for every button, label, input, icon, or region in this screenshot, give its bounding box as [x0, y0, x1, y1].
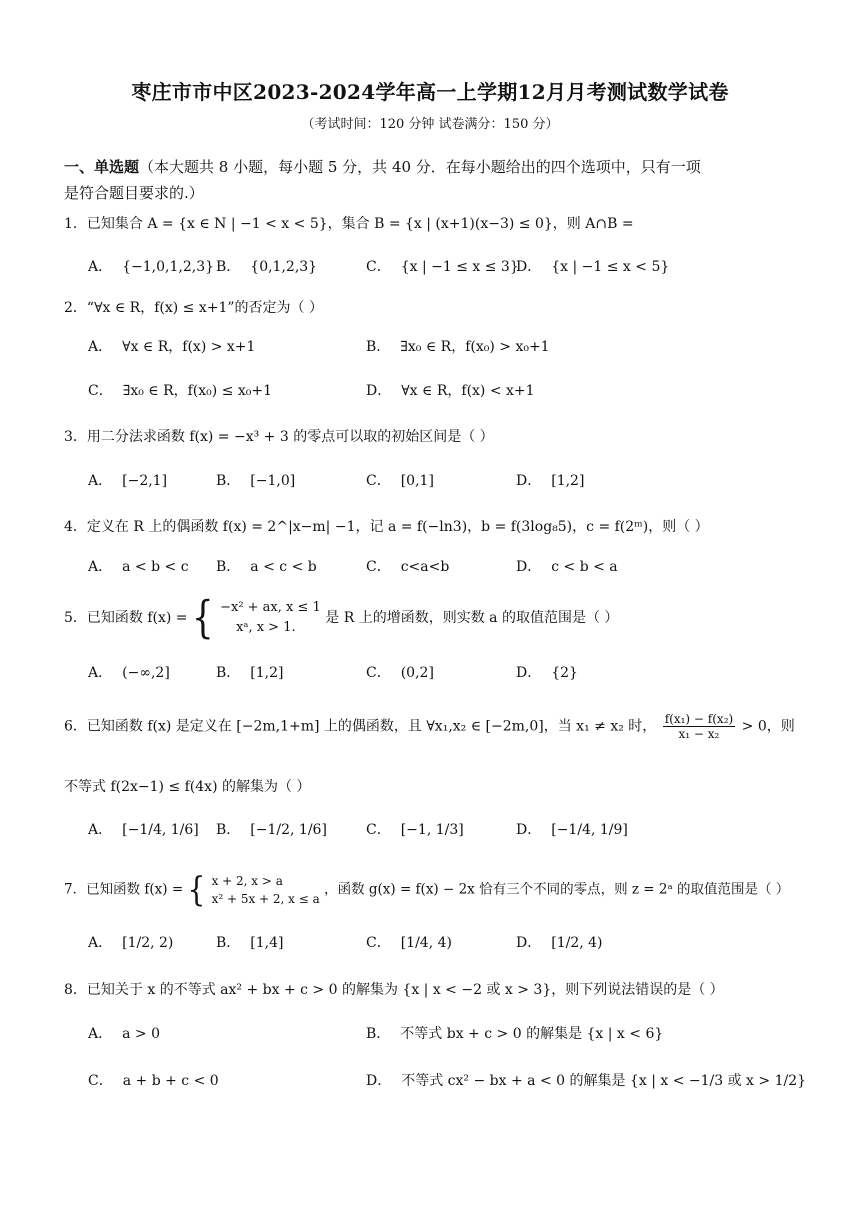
question-3-option-d[interactable] [516, 471, 584, 491]
option-text: 不等式 bx + c > 0 的解集是 {x | x < 6} [400, 1026, 664, 1042]
left-brace-icon: { [187, 869, 206, 910]
question-1-option-a[interactable] [88, 257, 214, 277]
question-1-option-b[interactable] [216, 257, 317, 277]
option-text: [−1/4, 1/9] [551, 822, 628, 838]
option-label: D． [516, 665, 542, 681]
question-5-option-d[interactable] [516, 663, 578, 683]
option-text: ∀x ∈ R，f(x) < x+1 [401, 383, 535, 399]
question-2-option-a[interactable] [88, 337, 255, 357]
option-text: [0,1] [400, 473, 434, 489]
option-label: D． [516, 259, 542, 275]
piecewise-cases [210, 872, 320, 908]
option-label: C． [366, 559, 391, 575]
question-7-option-a[interactable] [88, 933, 173, 953]
option-label: D． [516, 935, 542, 951]
option-label: D． [516, 473, 542, 489]
question-7-stem [64, 869, 804, 910]
section-description: （本大题共 8 小题，每小题 5 分，共 40 分．在每小题给出的四个选项中，只有一项 [139, 158, 701, 176]
page-title: 枣庄市市中区2023-2024学年高一上学期12月月考测试数学试卷 [131, 80, 729, 104]
option-text: [−1,0] [250, 473, 296, 489]
option-label: A． [88, 559, 113, 575]
option-label: B． [216, 935, 241, 951]
option-label: D． [366, 383, 392, 399]
question-8-option-c[interactable] [88, 1071, 219, 1091]
question-4-option-c[interactable] [366, 557, 449, 577]
option-label: C． [366, 259, 391, 275]
question-7-post: ，函数 g(x) = f(x) − 2x 恰有三个不同的零点，则 z = 2ᵃ 的取值范围是（ ） [324, 881, 790, 898]
option-label: A． [88, 665, 113, 681]
option-label: A． [88, 339, 113, 355]
option-label: A． [88, 822, 113, 838]
question-4-option-a[interactable] [88, 557, 189, 577]
left-brace-icon: { [192, 592, 214, 644]
option-text: ∃x₀ ∈ R，f(x₀) > x₀+1 [400, 339, 550, 355]
question-3-option-b[interactable] [216, 471, 295, 491]
option-text: (0,2] [400, 665, 434, 681]
option-text: {−1,0,1,2,3} [122, 259, 215, 275]
section-heading [64, 154, 794, 206]
option-label: A． [88, 935, 113, 951]
exam-subtitle: （考试时间：120 分钟 试卷满分：150 分） [301, 117, 559, 132]
option-label: D． [366, 1073, 392, 1089]
question-1-stem: 1．已知集合 A = {x ∈ N | −1 < x < 5}，集合 B = {x | (x+1)(x−3) ≤ 0}，则 A∩B = [64, 216, 634, 232]
option-text: [−1, 1/3] [400, 822, 464, 838]
question-4-option-b[interactable] [216, 557, 317, 577]
question-4-option-d[interactable] [516, 557, 618, 577]
option-text: 不等式 cx² − bx + a < 0 的解集是 {x | x < −1/3 或 x > 1/2} [401, 1073, 807, 1089]
option-text: a < b < c [122, 559, 189, 575]
question-5-option-a[interactable] [88, 663, 170, 683]
question-2-option-b[interactable] [366, 337, 550, 357]
fraction [663, 712, 735, 741]
question-2-option-d[interactable] [366, 381, 535, 401]
question-7-pre: 7．已知函数 f(x) = [64, 881, 184, 898]
option-text: [1,2] [551, 473, 585, 489]
piecewise-case-1: −x² + ax, x ≤ 1 [220, 600, 321, 615]
option-text: c < b < a [551, 559, 618, 575]
option-label: B． [216, 473, 241, 489]
option-label: C． [366, 822, 391, 838]
question-6-stem [64, 712, 804, 741]
option-text: [1/4, 4) [400, 935, 452, 951]
section-title: 一、单选题 [64, 158, 140, 176]
option-label: A． [88, 473, 113, 489]
question-5-post: 是 R 上的增函数，则实数 a 的取值范围是（ ） [325, 610, 619, 626]
piecewise-case-2: x² + 5x + 2, x ≤ a [211, 892, 320, 906]
option-text: [−1/4, 1/6] [122, 822, 199, 838]
option-label: B． [366, 1026, 391, 1042]
option-label: D． [516, 822, 542, 838]
question-6-option-a[interactable] [88, 820, 199, 840]
question-6-stem-line-2: 不等式 f(2x−1) ≤ f(4x) 的解集为（ ） [64, 779, 311, 795]
option-label: C． [88, 383, 113, 399]
question-4-stem: 4．定义在 R 上的偶函数 f(x) = 2^|x−m| −1，记 a = f(−ln3)，b = f(3log₈5)，c = f(2ᵐ)，则（ ） [64, 519, 709, 535]
option-text: [1,2] [250, 665, 284, 681]
question-2-stem: 2．“∀x ∈ R，f(x) ≤ x+1”的否定为（ ） [64, 300, 323, 316]
option-label: C． [366, 665, 391, 681]
question-6-post: > 0，则 [741, 718, 795, 735]
option-text: [−2,1] [122, 473, 168, 489]
option-text: ∃x₀ ∈ R，f(x₀) ≤ x₀+1 [122, 383, 273, 399]
option-label: D． [516, 559, 542, 575]
question-1-option-d[interactable] [516, 257, 669, 277]
option-text: a < c < b [250, 559, 317, 575]
question-6-option-d[interactable] [516, 820, 628, 840]
option-label: C． [88, 1073, 113, 1089]
option-label: B． [366, 339, 391, 355]
option-text: {x | −1 ≤ x < 5} [551, 259, 670, 275]
piecewise-case-2: xᵃ, x > 1. [236, 620, 296, 635]
question-5-option-b[interactable] [216, 663, 284, 683]
option-text: ∀x ∈ R，f(x) > x+1 [122, 339, 256, 355]
option-label: B． [216, 822, 241, 838]
piecewise-cases [218, 598, 321, 638]
option-text: [1/2, 2) [122, 935, 174, 951]
question-8-option-b[interactable] [366, 1024, 663, 1044]
question-8-option-d[interactable] [366, 1071, 806, 1091]
question-7-option-b[interactable] [216, 933, 284, 953]
question-7-option-d[interactable] [516, 933, 603, 953]
section-description-continued: 是符合题目要求的.） [64, 184, 204, 202]
option-text: [1,4] [250, 935, 284, 951]
question-3-stem: 3．用二分法求函数 f(x) = −x³ + 3 的零点可以取的初始区间是（ ） [64, 429, 494, 445]
option-label: B． [216, 665, 241, 681]
option-text: {0,1,2,3} [250, 259, 318, 275]
fraction-denominator: x₁ − x₂ [678, 727, 720, 741]
option-text: [1/2, 4) [551, 935, 603, 951]
option-label: C． [366, 473, 391, 489]
question-5-pre: 5．已知函数 f(x) = [64, 610, 188, 626]
option-label: B． [216, 559, 241, 575]
question-5-stem [64, 592, 804, 644]
question-7-option-c[interactable] [366, 933, 452, 953]
question-5-option-c[interactable] [366, 663, 434, 683]
question-8-stem: 8．已知关于 x 的不等式 ax² + bx + c > 0 的解集为 {x | x < −2 或 x > 3}，则下列说法错误的是（ ） [64, 982, 724, 998]
option-text: (−∞,2] [122, 665, 170, 681]
option-text: {x | −1 ≤ x ≤ 3} [400, 259, 519, 275]
option-label: A． [88, 259, 113, 275]
question-1-option-c[interactable] [366, 257, 519, 277]
option-text: [−1/2, 1/6] [250, 822, 327, 838]
option-text: a > 0 [122, 1026, 161, 1042]
question-8-option-a[interactable] [88, 1024, 160, 1044]
option-text: c<a<b [400, 559, 450, 575]
question-2-option-c[interactable] [88, 381, 272, 401]
question-6-pre: 6．已知函数 f(x) 是定义在 [−2m,1+m] 上的偶函数，且 ∀x₁,x₂ ∈ [−2m,0]，当 x₁ ≠ x₂ 时， [64, 718, 657, 735]
fraction-numerator: f(x₁) − f(x₂) [664, 712, 734, 726]
piecewise-case-1: x + 2, x > a [211, 874, 283, 888]
question-3-option-a[interactable] [88, 471, 167, 491]
question-6-option-b[interactable] [216, 820, 327, 840]
option-label: A． [88, 1026, 113, 1042]
option-text: {2} [551, 665, 578, 681]
option-label: B． [216, 259, 241, 275]
option-label: C． [366, 935, 391, 951]
question-3-option-c[interactable] [366, 471, 434, 491]
option-text: a + b + c < 0 [122, 1073, 219, 1089]
question-6-option-c[interactable] [366, 820, 464, 840]
